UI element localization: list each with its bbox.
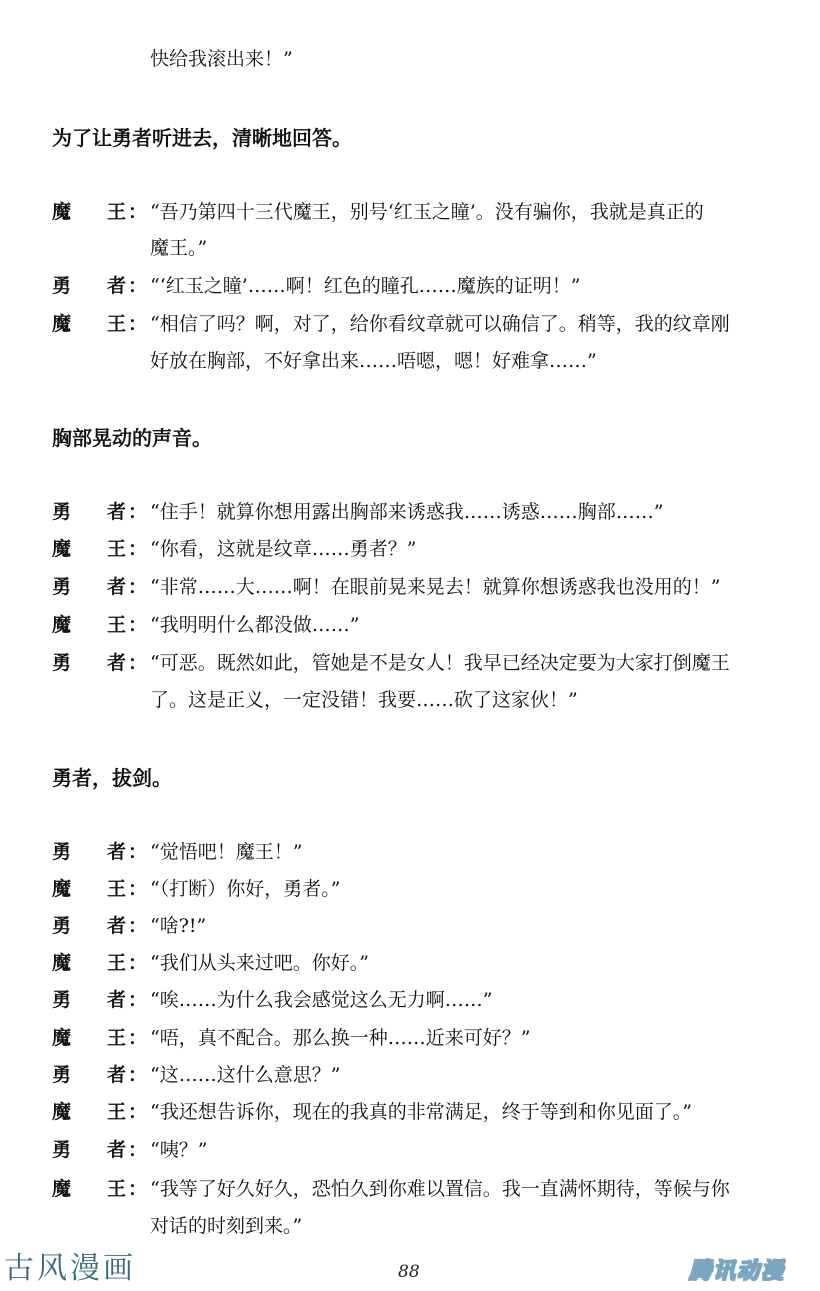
dialogue-text: “吾乃第四十三代魔王，别号‘红玉之瞳’。没有骗你，我就是真正的 (150, 201, 704, 223)
dialogue-text: “我还想告诉你，现在的我真的非常满足，终于等到和你见面了。” (150, 1101, 692, 1123)
stage-direction-heading: 胸部晃动的声音。 (52, 426, 212, 450)
dialogue-text: “住手！就算你想用露出胸部来诱惑我……诱惑……胸部……” (150, 501, 664, 523)
dialogue-continuation: 魔王。” (150, 237, 208, 259)
dialogue-continuation: 对话的时刻到来。” (150, 1215, 303, 1237)
dialogue-text: “‘红玉之瞳’……啊！红色的瞳孔……魔族的证明！” (150, 275, 581, 297)
dialogue-text: “唔，真不配合。那么换一种……近来可好？” (150, 1027, 531, 1049)
dialogue-continuation: 好放在胸部，不好拿出来……唔嗯，嗯！好难拿……” (150, 350, 597, 372)
continuation-line: 快给我滚出来！” (150, 48, 293, 70)
dialogue-text: “唉……为什么我会感觉这么无力啊……” (150, 989, 493, 1011)
stage-direction-heading: 勇者，拔剑。 (52, 766, 172, 790)
dialogue-text: “觉悟吧！魔王！” (150, 841, 303, 863)
dialogue-text: “我们从头来过吧。你好。” (150, 952, 369, 974)
dialogue-text: “相信了吗？啊，对了，给你看纹章就可以确信了。稍等，我的纹章刚 (150, 313, 730, 335)
book-page: 快给我滚出来！” 为了让勇者听进去，清晰地回答。 魔 王 ： “吾乃第四十三代魔王，别号‘红玉之瞳’。没有骗你，我就是真正的 魔王。” 勇 者 ： “‘红玉之瞳’……啊！红色的瞳孔……魔族的证明！” 魔 王 ： “相信了吗？啊，对了，给你看纹章就可以确信了。稍等，我的纹章刚 好放在胸部，不好拿出来……唔嗯，嗯！好难拿……” 胸部晃动的声音。 勇 者 ： “住手！就算你想用露出胸部来诱惑我……诱惑……胸部……” 魔 王 ： “你看，这就是纹章……勇者？” 勇 者 ： “非常……大……啊！在眼前晃来晃去！就算你想诱惑我也没用的！” 魔 王 ： “我明明什么都没做……” 勇 者 ： “可恶。既然如此，管她是不是女人！我早已经决定要为大家打倒魔王 了。这是正义，一定没错！我要……砍了这家伙！” 勇者，拔剑。 勇 者 ： “觉悟吧！魔王！” 魔 王 ： “（打断）你好，勇者。” 勇 者 ： “啥?!” 魔 王 ： “我们从头来过吧。你好。” 勇 者 ： “唉……为什么我会感觉这么无力啊……” 魔 王 ： “唔，真不配合。那么换一种……近来可好？” 勇 者 ： “这……这什么意思？” 魔 王 ： “我还想告诉你，现在的我真的非常满足，终于等到和你见面了。” 勇 者 ： “咦？” 魔 王 ： “我等了好久好久，恐怕久到你难以置信。我一直满怀期待，等候与你 对话的时刻到来。” 古风漫画 88 腾讯动漫 (0, 0, 820, 1291)
dialogue-text: “可恶。既然如此，管她是不是女人！我早已经决定要为大家打倒魔王 (150, 652, 730, 674)
dialogue-text: “啥?!” (150, 915, 207, 937)
dialogue-text: “这……这什么意思？” (150, 1064, 341, 1086)
watermark-logo-left: 古风漫画 (4, 1251, 136, 1286)
stage-direction-heading: 为了让勇者听进去，清晰地回答。 (52, 126, 352, 150)
dialogue-continuation: 了。这是正义，一定没错！我要……砍了这家伙！” (150, 689, 578, 711)
dialogue-text: “你看，这就是纹章……勇者？” (150, 538, 417, 560)
watermark-logo-right: 腾讯动漫 (688, 1259, 785, 1284)
page-number: 88 (398, 1262, 420, 1282)
dialogue-text: “（打断）你好，勇者。” (150, 878, 341, 900)
dialogue-text: “咦？” (150, 1139, 208, 1161)
dialogue-text: “我明明什么都没做……” (150, 614, 360, 636)
dialogue-text: “我等了好久好久，恐怕久到你难以置信。我一直满怀期待，等候与你 (150, 1178, 730, 1200)
dialogue-text: “非常……大……啊！在眼前晃来晃去！就算你想诱惑我也没用的！” (150, 576, 721, 598)
